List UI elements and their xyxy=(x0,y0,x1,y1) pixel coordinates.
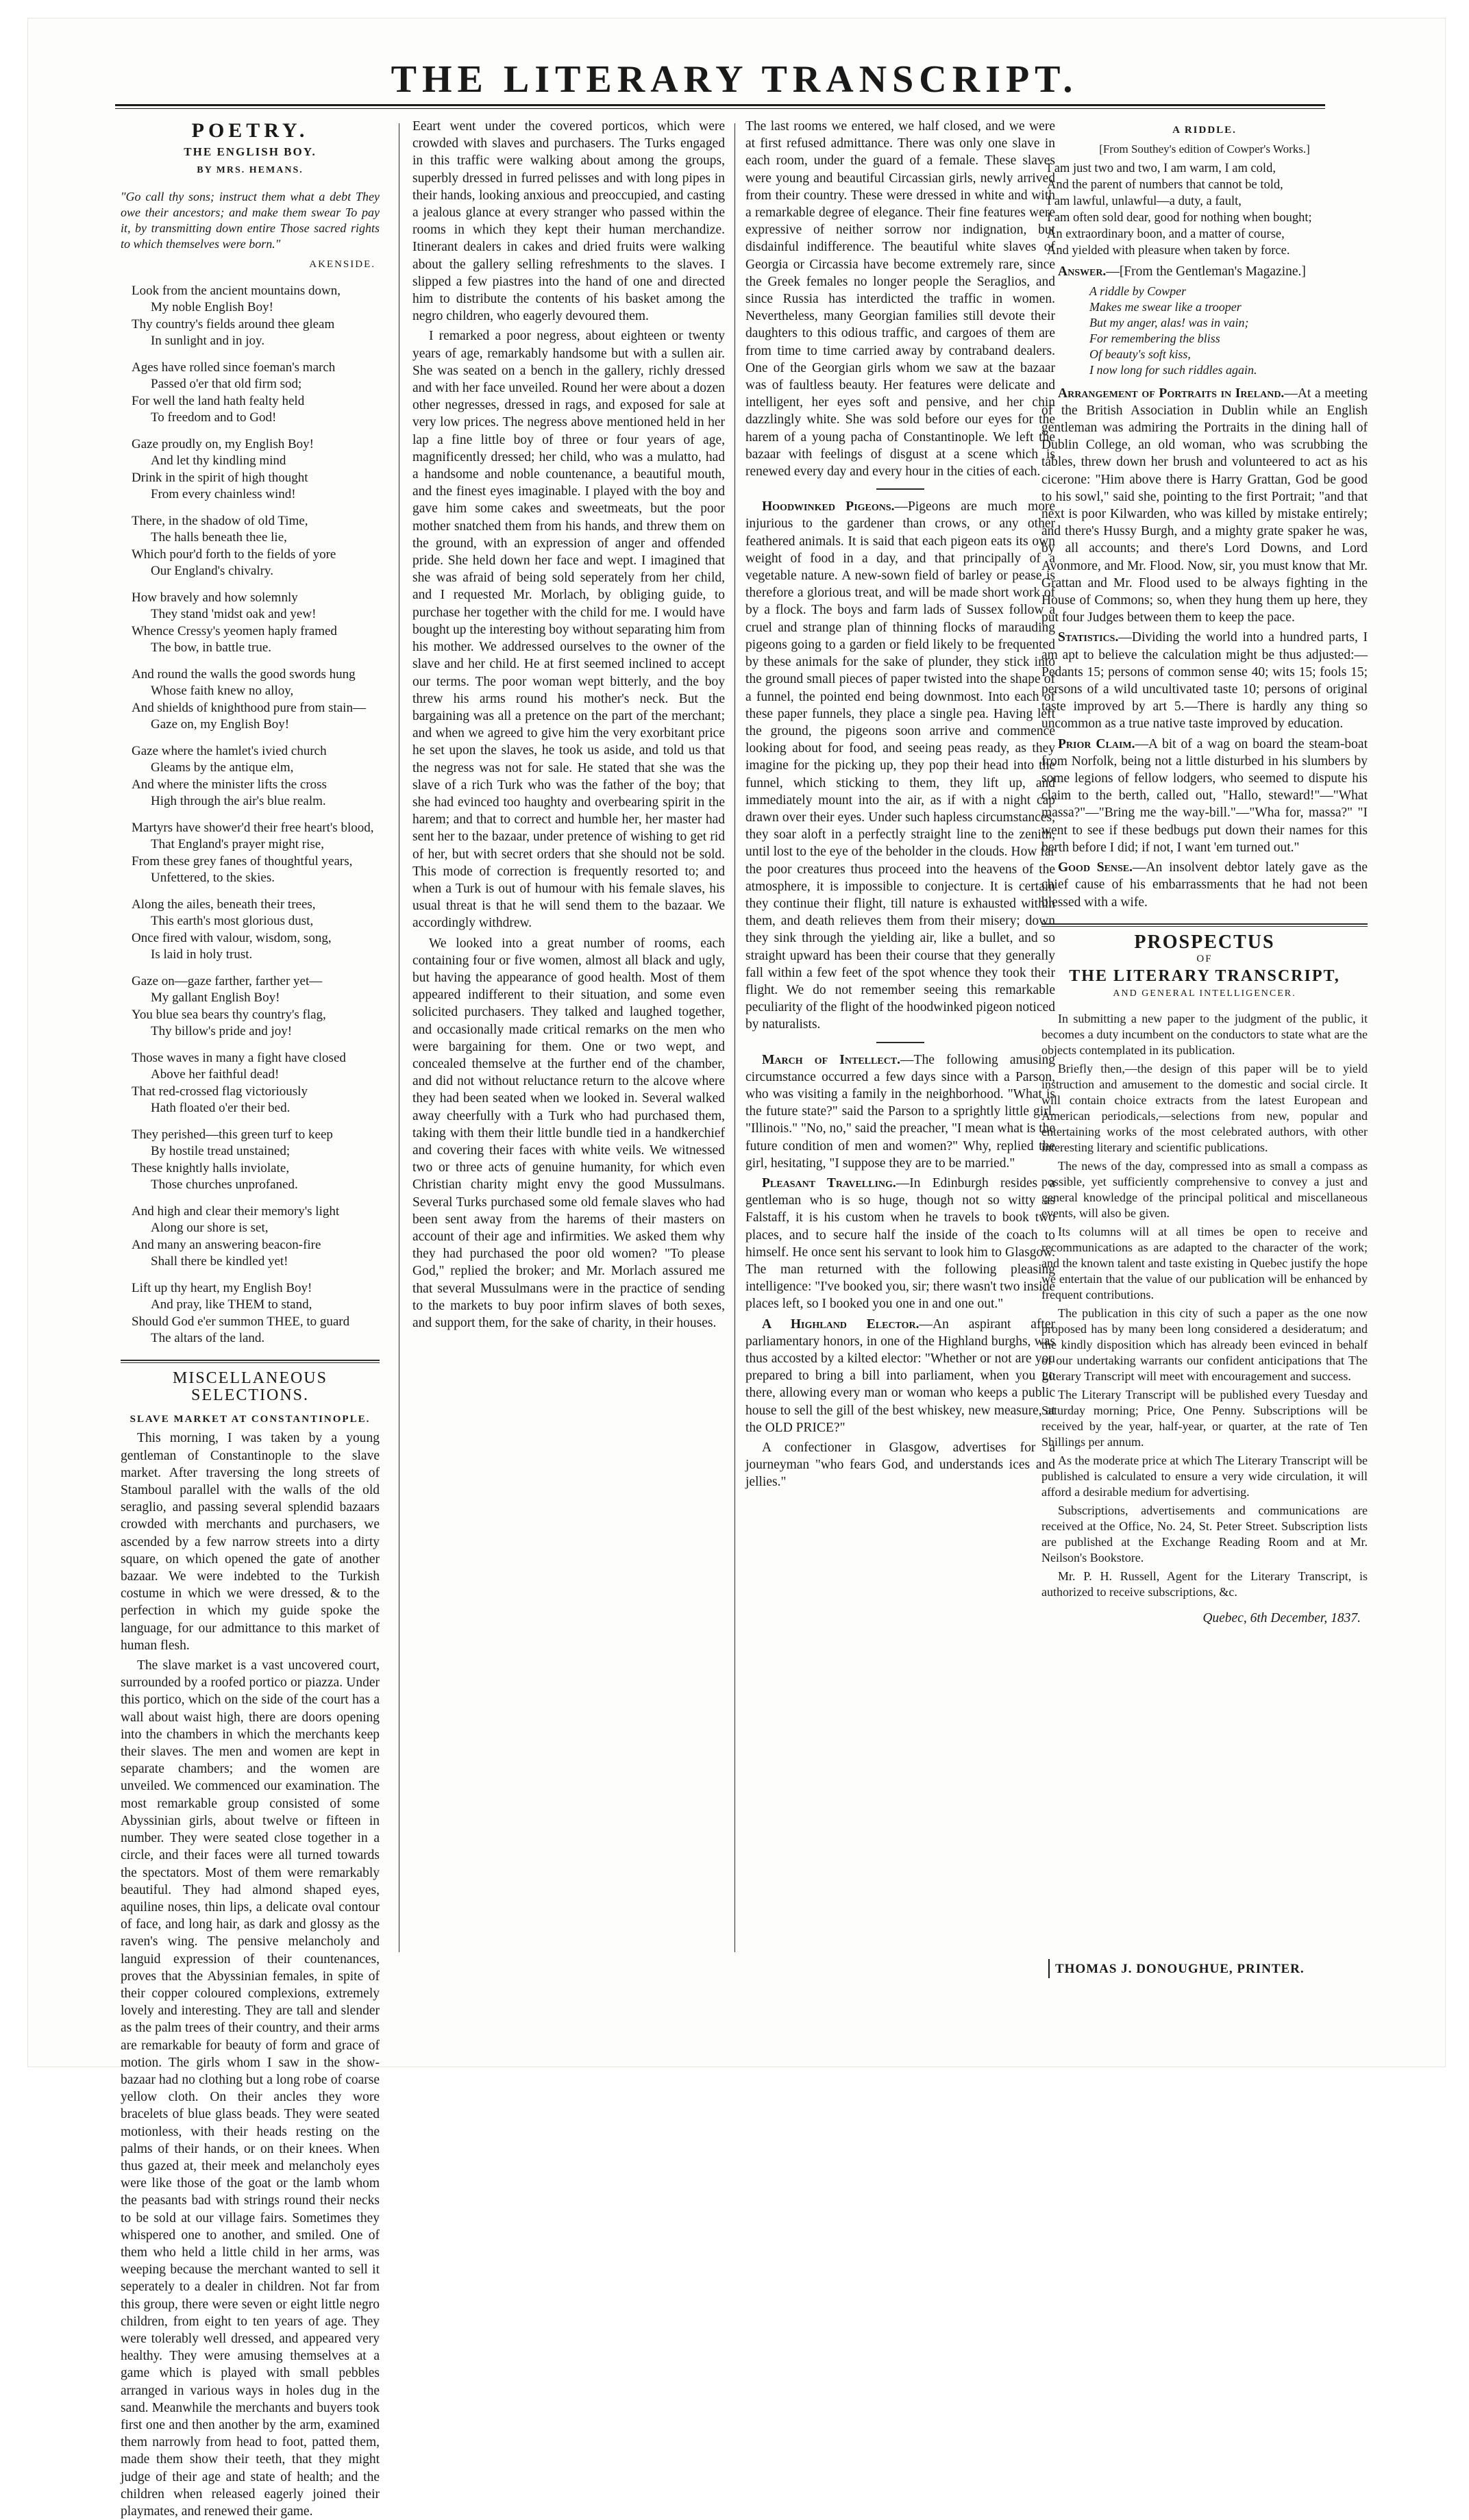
poem-stanzas xyxy=(121,283,380,1347)
poem-line: Hath floated o'er their bed. xyxy=(151,1101,291,1116)
item-text: —At a meeting of the British Association in Dublin while an English gentleman was admiring the Portraits in the dining hall of Dublin College, an old woman, who was scrubbing the tables, threw down her brush and volunteered to act as his cicerone: "Him above there is Harry Grattan, God be good to his sowl," said she, pointing to the first Portrait; "and that next is poor Kilwarden, who was killed by mistake entirely; and there's Hussy Burgh, and a mighty grate spaker he was, by all accounts; and there's Lord Downs, and Lord Avonmore, and Mr. Flood. Now, sir, you must know that Mr. Grattan and Mr. Flood used to be always fighting in the House of Commons; so, when they hung them up here, they put four Judges between them to keep the pace. xyxy=(1041,386,1368,625)
poem-line: Gaze proudly on, my English Boy! xyxy=(132,436,314,451)
poem-stanza xyxy=(132,1203,380,1271)
poem-line: And round the walls the good swords hung xyxy=(132,666,356,682)
column-4 xyxy=(1041,118,1368,1954)
answer-line: But my anger, alas! was in vain; xyxy=(1089,315,1249,329)
riddle-line: And yielded with pleasure when taken by force. xyxy=(1047,244,1290,258)
poem-line: Gaze on, my English Boy! xyxy=(151,717,290,732)
riddle-line: An extraordinary boon, and a matter of course, xyxy=(1047,227,1285,242)
answer-line: Makes me swear like a trooper xyxy=(1089,299,1242,314)
poem-line: How bravely and how solemnly xyxy=(132,590,298,605)
item-text: —Dividing the world into a hundred parts, I am apt to believe the calculation might be thus adjusted:—Pedants 15; persons of common sense 40; wits 15; fools 15; persons of a wild uncultivated taste 10; persons of original taste improved by art 5.—There is hardly any thing so uncommon as a true native taste improved by education. xyxy=(1041,630,1368,732)
poem-line: The bow, in battle true. xyxy=(151,640,272,656)
prospectus-paragraph: In submitting a new paper to the judgment of the public, it becomes a duty incumbent on the conductors to state what are the objects contemplated in its publication. xyxy=(1041,1011,1368,1057)
item-text: —A bit of a wag on board the steam-boat from Norfolk, being not a little disturbed in his slumbers by some legions of fellow lodgers, who seemed to dispute his claim to the berth, called out, "Hallo, steward!"—"What massa?"—"Bring me the way-bill."—"Wha for, massa?" "I went to see if these bedbugs put down their names for this berth before I did; if not, I want 'em turned out." xyxy=(1041,736,1368,855)
poem-line: That red-crossed flag victoriously xyxy=(132,1084,308,1099)
poem-line: Martyrs have shower'd their free heart's blood, xyxy=(132,820,374,835)
item-head: March of Intellect. xyxy=(762,1052,901,1067)
item-statistics xyxy=(1041,629,1368,732)
riddle-line: I am lawful, unlawful—a duty, a fault, xyxy=(1047,195,1242,209)
article-paragraph: The slave market is a vast uncovered court, surrounded by a roofed portico or piazza. Under this portico, which on the side of the court has a wall about waist high, there are doors opening into the chambers in which the merchants keep their slaves. The men and women are kept in separate chambers; and the women are unveiled. We commenced our examination. The most remarkable group consisted of some Abyssinian girls, about twelve or fifteen in number. They were seated close together in a circle, and their faces were all turned towards the spectators. Most of them were remarkably beautiful. They had almond shaped eyes, aquiline noses, thin lips, a delicate oval contour of face, and long hair, as dark and glossy as the raven's wing. The pensive melancholy and languid expression of their countenances, proves that the Abyssinian females, in spite of their copper coloured complexions, extremely lovely and interesting. They are tall and slender as the palm trees of their country, and their arms are remarkable for beauty of form and grace of motion. The girls whom I saw in the show-bazaar had no clothing but a long robe of coarse yellow cloth. On their ancles they wore bracelets of blue glass beads. They were seated motionless, with their heads resting on the palms of their hands, or on their knees. When thus gazed at, their meek and melancholy eyes were like those of the goat or the lamb whom the peasants bad with strings round their necks to be sold at our village fairs. Sometimes they whispered one to another, and smiled. One of them who held a little child in her arms, was weeping because the merchant wanted to sell it seperately to a dealer in children. Not far from this group, there were seven or eight little negro children, from eight to ten years of age. They were tolerably well dressed, and appeared very healthy. They were amusing themselves at a game which is played with small pebbles arranged in various ways in holes dug in the sand. Meanwhile the merchants and buyers took first one and then another by the arm, examined them narrowly from head to foot, patted them, made them show their teeth, that they might judge of their age and state of health; and the children when released eagerly joined their playmates, and renewed their game. xyxy=(121,1658,380,2519)
printer-imprint: THOMAS J. DONOUGHUE, PRINTER. xyxy=(1055,1962,1305,1976)
poem-line: There, in the shadow of old Time, xyxy=(132,513,308,528)
item-head: Good Sense. xyxy=(1058,860,1133,875)
column-2 xyxy=(412,118,725,1954)
riddle-source: [From Southey's edition of Cowper's Works.] xyxy=(1099,142,1310,156)
prospectus-paragraph: Subscriptions, advertisements and communications are received at the Office, No. 24, St. Peter Street. Subscription lists are published at the Exchange Reading Room and at Mr. Neilson's Bookstore. xyxy=(1041,1503,1368,1564)
prospectus-paragraph: Briefly then,—the design of this paper will be to yield instruction and amusement to the domestic and social circle. It will contain choice extracts from the latest European and American periodicals,—selections from new, popular and entertaining works of the most celebrated authors, with other interesting literary and scientific publications. xyxy=(1041,1061,1368,1154)
article-paragraph: Eeart went under the covered porticos, which were crowded with slaves and purchasers. The Turks engaged in this traffic were walking about among the groups, superbly dressed in furred pelisses and with long pipes in their hands, looking anxious and preoccupied, and casting a jealous glance at every stranger who passed within the rooms in which they kept their human merchandize. Itinerant dealers in cakes and dried fruits were walking about the gallery selling refreshments to the slaves. I slipped a few piastres into the hand of one and directed him to distribute the contents of his basket among the negro children, who eagerly devoured them. xyxy=(412,119,725,324)
column-rule xyxy=(734,123,735,1952)
poem-stanza xyxy=(132,513,380,580)
poem-line: This earth's most glorious dust, xyxy=(151,914,314,929)
item-portraits xyxy=(1041,385,1368,627)
masthead-rule xyxy=(115,104,1325,109)
poem-line: Gaze on—gaze farther, farther yet— xyxy=(132,973,323,988)
poem-line: Is laid in holy trust. xyxy=(151,947,253,962)
answer-line: Of beauty's soft kiss, xyxy=(1089,347,1191,361)
poem-line: Look from the ancient mountains down, xyxy=(132,283,341,298)
item-head: Pleasant Travelling. xyxy=(762,1175,896,1190)
prospectus-paragraph: Mr. P. H. Russell, Agent for the Literary Transcript, is authorized to receive subscriptions, &c. xyxy=(1041,1569,1368,1599)
poem-stanza xyxy=(132,360,380,427)
poetry-heading: POETRY. xyxy=(191,119,309,142)
poem-line: And high and clear their memory's light xyxy=(132,1203,340,1219)
poem-line: Drink in the spirit of high thought xyxy=(132,470,308,485)
article-paragraph: The last rooms we entered, we half closed, and we were at first refused admittance. There was only one slave in each room, under the guard of a female. These slaves were young and beautiful Circassian girls, newly arrived from their country. These were dressed in white and with a remarkable degree of elegance. Their fine features were expressive of neither sorrow nor indignation, but disdainful indifference. The beautiful white slaves of Georgia or Circassia have become extremely rare, since the Greek females no longer people the Seraglios, and since Russia has interdicted the traffic in women. Nevertheless, many Georgian families still devote their daughters to this odious traffic, and cargoes of them are from time to time carried away by contraband dealers. One of the Georgian girls whom we saw at the bazaar was of faultless beauty. Her features were delicate and intelligent, her eyes soft and pensive, and her chin dazzlingly white. She was sold before our eyes for the harem of a young pacha of Constantinople. We left the bazaar with feelings of disgust at a scene which is renewed every day and every hour in the cities of each. xyxy=(745,119,1055,479)
poem-line: Unfettered, to the skies. xyxy=(151,871,275,886)
poem-stanza xyxy=(132,590,380,657)
answer-line: For remembering the bliss xyxy=(1089,331,1220,345)
poem-line: Our England's chivalry. xyxy=(151,564,273,579)
poem-line: Gaze where the hamlet's ivied church xyxy=(132,743,327,758)
prospectus-subtitle-2: AND GENERAL INTELLIGENCER. xyxy=(1113,988,1296,999)
poem-line: From every chainless wind! xyxy=(151,487,296,502)
poem-line: My noble English Boy! xyxy=(151,300,273,315)
article-paragraph: This morning, I was taken by a young gentleman of Constantinople to the slave market. After traversing the long streets of Stamboul parallel with the walls of the old seraglio, and passing several splendid bazaars crowded with merchants and purchasers, we ascended by a few narrow streets into a dirty square, on which opened the gate of another bazaar. We were indebted to the Turkish costume in which we were dressed, & to the perfection in which my guide spoke the language, for our admittance to this market of human flesh. xyxy=(121,1431,380,1653)
poem-line: From these grey fanes of thoughtful years, xyxy=(132,853,353,869)
prospectus-body xyxy=(1041,1011,1368,1600)
printer-rule xyxy=(1048,1959,1050,1978)
riddle xyxy=(1041,122,1368,378)
poem-line: That England's prayer might rise, xyxy=(151,837,324,852)
poem-stanza xyxy=(132,666,380,734)
poem-line: Those churches unprofaned. xyxy=(151,1177,298,1193)
poem-line: Ages have rolled since foeman's march xyxy=(132,360,336,375)
item-confectioner: A confectioner in Glasgow, advertises for a journeyman "who fears God, and understands ices and jellies." xyxy=(745,1440,1055,1490)
item-head: A Highland Elector. xyxy=(762,1317,919,1332)
item-good-sense xyxy=(1041,859,1368,911)
poem-line: By hostile tread unstained; xyxy=(151,1144,291,1159)
item-text: —An aspirant after parliamentary honors, in one of the Highland burghs, was thus accosted by a kilted elector: "Whether or not are you prepared to bring a bill into parliament, when you go there, allowing every man or woman who keeps a public house to sell the gill of the best whiskey, new measure, at the OLD PRICE?" xyxy=(745,1317,1056,1435)
article-paragraph: We looked into a great number of rooms, each containing four or five women, almost all black and ugly, but having the appearance of good health. Most of them appeared indifferent to their situation, and some even solicited purchasers. They talked and laughed together, and occasionally made critical remarks on the men who were bargaining for them. One or two wept, and concealed themselve at the further end of the chamber, and did not without reluctance return to the alcove where they had been seated when we looked in. Several walked away cheerfully with a Turk who had purchased them, taking with them their little bundle tied in a handkerchief and covering their faces with white veils. We witnessed two or three acts of genuine humanity, for which even Christian charity might envy the good Mussulmans. Several Turks purchased some old female slaves who had been sent away from the harems of their masters on account of their age and infirmities. We asked them why they had purchased the poor old women? "To please God," replied the broker; and Mr. Morlach assured me that several Mussulmans were in the practice of sending to the markets to buy poor infirm slaves of both sexes, and support them, for the sake of charity, in their houses. xyxy=(412,936,725,1331)
item-text: —In Edinburgh resides a gentleman who is so huge, though not so witty as Falstaff, it is his custom when he travels to book two places, and to secure half the inside of the coach to himself. He once sent his servant to look him to Glasgow. The man returned with the following pleasing intelligence: "I've booked you, sir; there wasn't two inside places left, so I booked you one in and one out." xyxy=(745,1175,1056,1312)
epigraph-author: AKENSIDE. xyxy=(309,258,375,270)
item-prior-claim xyxy=(1041,736,1368,856)
item-head: Prior Claim. xyxy=(1058,736,1135,751)
item-head: Statistics. xyxy=(1058,630,1119,645)
column-1 xyxy=(121,118,380,2519)
section-rule xyxy=(121,1360,380,1363)
poem-line: They stand 'midst oak and yew! xyxy=(151,607,317,622)
poem-stanza xyxy=(132,283,380,350)
poem-line: Thy billow's pride and joy! xyxy=(151,1024,293,1039)
poem-line: In sunlight and in joy. xyxy=(151,334,265,349)
poem-line: Thy country's fields around thee gleam xyxy=(132,316,335,332)
column-3 xyxy=(745,118,1055,1954)
poem-line: For well the land hath fealty held xyxy=(132,393,305,408)
poem-line: And shields of knighthood pure from stain— xyxy=(132,700,366,715)
poem-stanza xyxy=(132,820,380,887)
item-pleasant xyxy=(745,1175,1055,1313)
poem-line: Should God e'er summon THEE, to guard xyxy=(132,1314,350,1329)
prospectus-of: OF xyxy=(1196,953,1213,964)
poem-line: Whence Cressy's yeomen haply framed xyxy=(132,623,337,638)
prospectus-subtitle: THE LITERARY TRANSCRIPT, xyxy=(1069,967,1340,986)
poem-line: They perished—this green turf to keep xyxy=(132,1127,333,1142)
poem-line: Above her faithful dead! xyxy=(151,1067,280,1082)
poem-line: These knightly halls inviolate, xyxy=(132,1160,290,1175)
poem-line: The altars of the land. xyxy=(151,1331,265,1346)
poem-line: Whose faith knew no alloy, xyxy=(151,684,294,699)
poem-title: THE ENGLISH BOY. xyxy=(184,145,317,159)
item-text: —An insolvent debtor lately gave as the chief cause of his embarrassments that he had not been blessed with a wife. xyxy=(1041,860,1368,910)
article-title: SLAVE MARKET AT CONSTANTINOPLE. xyxy=(129,1414,371,1425)
poem-byline: BY MRS. HEMANS. xyxy=(197,165,304,176)
poem-line: To freedom and to God! xyxy=(151,410,277,425)
riddle-line: I am often sold dear, good for nothing when bought; xyxy=(1047,211,1312,225)
item-pigeons xyxy=(745,498,1055,1033)
poem-line: Lift up thy heart, my English Boy! xyxy=(132,1280,312,1295)
item-text: —The following amusing circumstance occurred a few days since with a Parson, who was visiting a family in the neighborhood. "What is the future state?" said the Parson to a sprightly little girl. "Illinois." "No, no," said the preacher, "I mean what is the future condition of men and women?" Why, replied the girl, hesitating, "I suppose they are to be married." xyxy=(745,1052,1055,1171)
poem-line: Once fired with valour, wisdom, song, xyxy=(132,930,332,945)
poem-line: And let thy kindling mind xyxy=(151,453,286,469)
poem-line: And where the minister lifts the cross xyxy=(132,777,327,792)
item-head: Hoodwinked Pigeons. xyxy=(762,499,895,514)
poem-stanza xyxy=(132,897,380,964)
poem-line: Along the ailes, beneath their trees, xyxy=(132,897,316,912)
poem-stanza xyxy=(132,1127,380,1194)
prospectus-paragraph: The Literary Transcript will be published every Tuesday and Saturday morning; Price, One Penny. Subscriptions will be received by the year, half-year, or quarter, at the rate of Ten Shillings per annum. xyxy=(1041,1387,1368,1449)
riddle-line: And the parent of numbers that cannot be told, xyxy=(1047,178,1283,192)
poem-line: Which pour'd forth to the fields of yore xyxy=(132,547,336,562)
poem-line: My gallant English Boy! xyxy=(151,990,280,1006)
poem-line: And pray, like THEM to stand, xyxy=(151,1297,312,1312)
poem-line: Gleams by the antique elm, xyxy=(151,760,294,775)
section-rule xyxy=(1041,923,1368,927)
prospectus-paragraph: As the moderate price at which The Literary Transcript will be published is calculated to ensure a very wide circulation, it will afford a desirable medium for advertising. xyxy=(1041,1453,1368,1499)
answer-head: Answer. xyxy=(1058,264,1107,279)
poem-line: The halls beneath thee lie, xyxy=(151,530,287,545)
item-march xyxy=(745,1051,1055,1172)
poem-line: Passed o'er that old firm sod; xyxy=(151,377,302,392)
item-text: —Pigeons are much more injurious to the gardener than crows, or any other feathered animals. It is said that each pigeon eats its own weight of food in a day, and that principally of a vegetable nature. A new-sown field of barley or pease is therefore a glorious treat, and will be made short work of by a flock. The boys and farm lads of Sussex follow a cruel and strange plan of thinning flocks of marauding pigeons going to a garden or field likely to be frequented by these animals for the sake of plunder, they stick into the ground small pieces of paper twisted into the shape of a funnel, the pointed end being downmost. Into each of these paper funnels, they place a single pea. Having left the ground, the pigeons soon arrive and commence looking about for food, and seeing peas ready, as they imagine for the picking up, they pop their head into the funnel, which sticking to them, they lift up, and immediately mount into the air, as if with a night cap drawn over their eyes. Under such hapless circumstances, they soar aloft in a perfectly straight line to the zenith, until lost to the eye of the beholder in the clouds. How far the poor creatures thus proceed into the heavens of the atmosphere, it is impossible to conjecture. It is certain they continue their flight, till nature is exhausted within them, and death relieves them from their misery; down they sink through the yielding air, like a bullet, and so straight upward has been their course that they generally fall within a few feet of the spot whence they took their flight. We do not remember seeing this remarkable peculiarity of the flight of the hoodwinked pigeon noticed by naturalists. xyxy=(745,499,1056,1032)
poem-line: You blue sea bears thy country's flag, xyxy=(132,1007,326,1022)
answer-source: —[From the Gentleman's Magazine.] xyxy=(1106,264,1306,279)
poem-stanza xyxy=(132,1280,380,1347)
poem-stanza xyxy=(132,973,380,1040)
riddle-line: I am just two and two, I am warm, I am cold, xyxy=(1047,162,1276,176)
poem-stanza xyxy=(132,743,380,810)
answer-line: I now long for such riddles again. xyxy=(1089,362,1257,377)
item-highland xyxy=(745,1316,1055,1436)
poem-epigraph: "Go call thy sons; instruct them what a debt They owe their ancestors; and make them swear To pay it, by transmitting down entire Those sacred rights to which themselves were born." xyxy=(121,189,380,251)
answer-lines xyxy=(1089,284,1368,378)
prospectus-dateline: Quebec, 6th December, 1837. xyxy=(1202,1610,1361,1625)
poem-line: High through the air's blue realm. xyxy=(151,794,326,809)
poem-stanza xyxy=(132,436,380,503)
prospectus-paragraph: Its columns will at all times be open to receive and recommunications as are adapted to the character of the work; and the known talent and taste existing in Quebec justify the hope we entertain that the value of our publication will be enhanced by frequent contributions. xyxy=(1041,1224,1368,1301)
item-head: Arrangement of Portraits in Ireland. xyxy=(1058,386,1285,401)
riddle-lines xyxy=(1047,160,1368,259)
poem-line: And many an answering beacon-fire xyxy=(132,1237,321,1252)
separator xyxy=(876,488,924,490)
masthead: THE LITERARY TRANSCRIPT. xyxy=(391,58,1078,101)
article-paragraph: I remarked a poor negress, about eighteen or twenty years of age, remarkably handsome but with a sullen air. She was seated on a bench in the gallery, richly dressed and with her face unveiled. Round her were about a dozen other negresses, dressed in rags, and exposed for sale at very low prices. The negress above mentioned held in her lap a fine little boy of three or four years of age, magnificently dressed; her child, who was a mulatto, had a handsome and noble countenance, a beautiful mouth, and the finest eyes imaginable. I played with the boy and gave him some cakes and sweetmeats, but the poor mother snatched them from his hands, and threw them on the ground, with an expression of anger and offended pride. She held down her face and wept. I imagined that she was afraid of being sold seperately from her child, and I requested Mr. Morlach, by obliging guide, to purchase her together with the child for me. I would have bought up the interesting boy without separating him from his mother. We addressed ourselves to the owner of the slave and her child. He at first seemed inclined to accept our terms. The poor woman wept bitterly, and the boy threw his arms round his mother's neck. But the bargaining was all a pretence on the part of the merchant; and when we agreed to give him the very exorbitant price he set upon the slaves, he took us aside, and told us that the negress was not for sale. He stated that she was the slave of a rich Turk who was the father of the boy; that she had evinced too haughty and overbearing spirit in the harem; and that to correct and humble her, her master had sent her to the bazaar, under pretence of wishing to get rid of her, but with secret orders that she should not be sold. This mode of correction is frequently resorted to; and when a Turk is out of humour with his female slaves, his usual threat is that he will send them to the bazaar. We accordingly withdrew. xyxy=(412,329,726,931)
miscellaneous-heading: MISCELLANEOUS SELECTIONS. xyxy=(172,1369,328,1405)
prospectus-paragraph: The news of the day, compressed into as small a compass as possible, yet sufficiently comprehensive to convey a just and general knowledge of the principal political and miscellaneous events, will also be given. xyxy=(1041,1158,1368,1220)
answer-line: A riddle by Cowper xyxy=(1089,284,1187,298)
poem-line: Shall there be kindled yet! xyxy=(151,1254,288,1269)
poem-stanza xyxy=(132,1050,380,1117)
riddle-title: A RIDDLE. xyxy=(1172,125,1237,136)
separator xyxy=(876,1042,924,1043)
prospectus-paragraph: The publication in this city of such a paper as the one now proposed has by many been long considered a desideratum; and the kindly disposition which has already been evinced in behalf of our undertaking warrants our confident anticipations that The Literary Transcript will meet with encouragement and success. xyxy=(1041,1306,1368,1383)
poem-line: Those waves in many a fight have closed xyxy=(132,1050,346,1065)
poem-line: Along our shore is set, xyxy=(151,1221,269,1236)
prospectus-title: PROSPECTUS xyxy=(1134,931,1275,953)
